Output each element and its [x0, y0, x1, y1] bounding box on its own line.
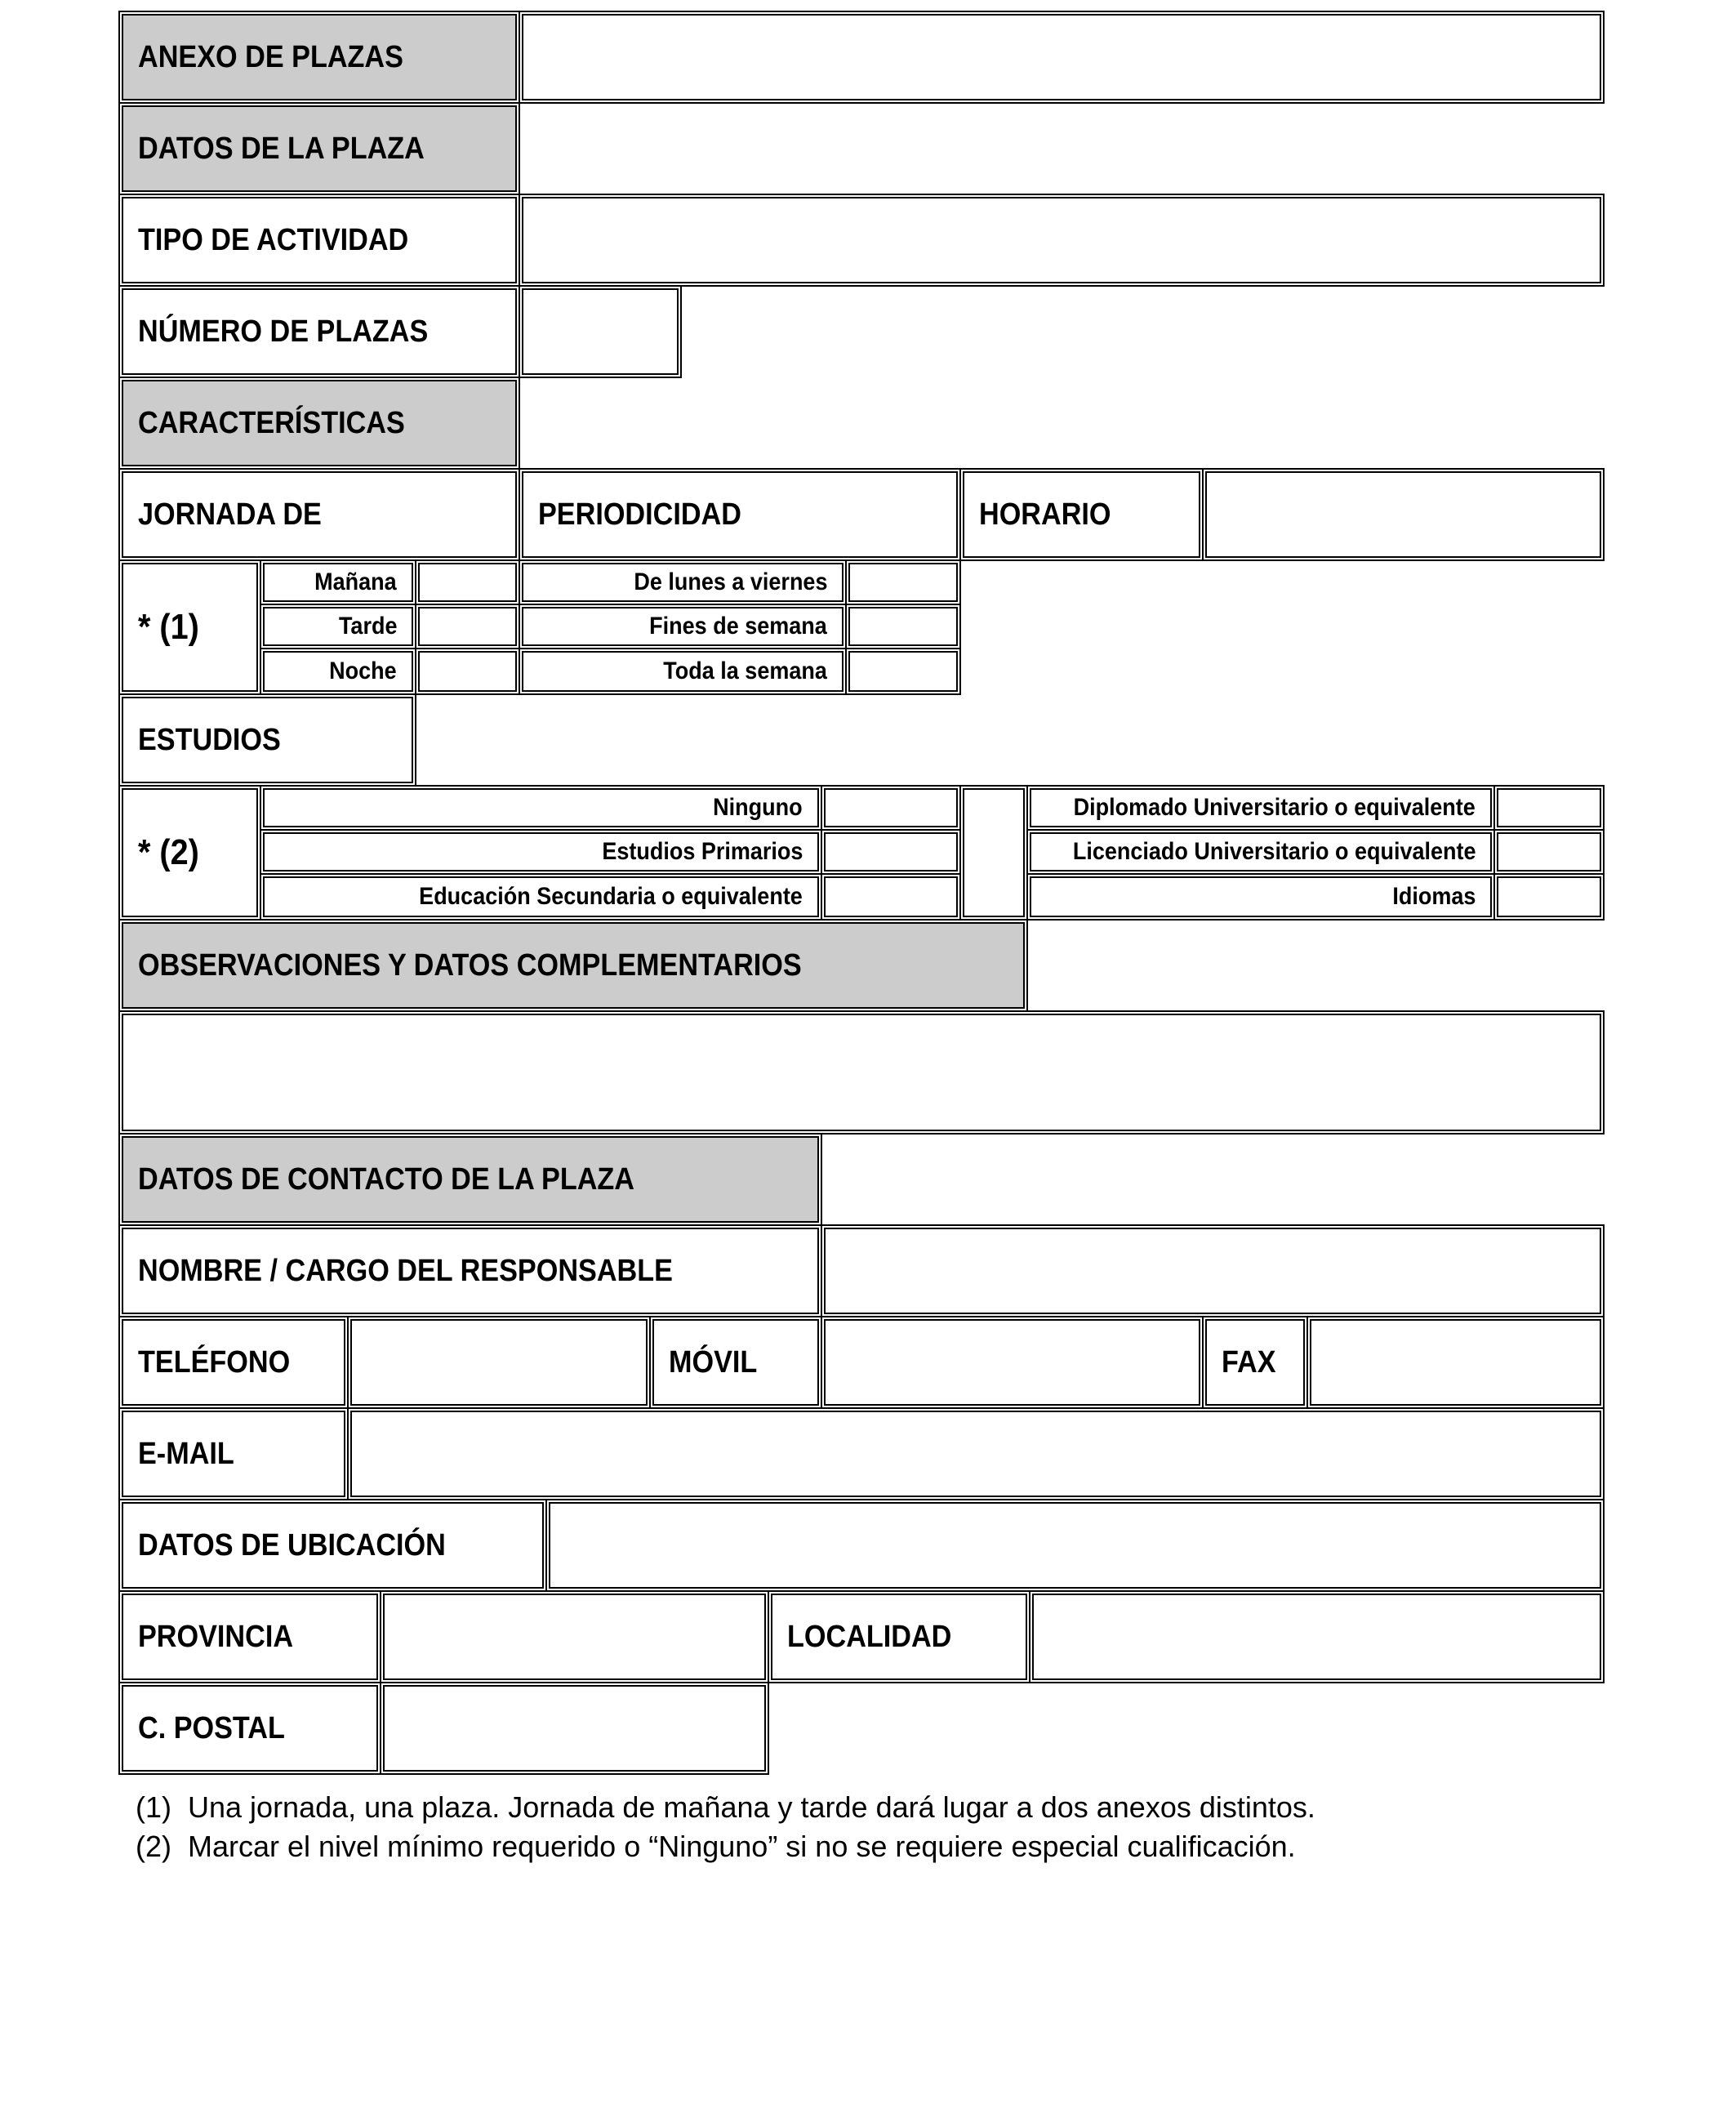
anexo-de-plazas-field[interactable] [519, 11, 1605, 104]
tipo-de-actividad-field[interactable] [519, 194, 1605, 287]
numero-de-plazas-field[interactable] [519, 285, 682, 378]
estudios-spacer [959, 785, 1028, 921]
footnote-1 [136, 1790, 1315, 1825]
c-postal-label: C. POSTAL [118, 1682, 381, 1775]
estudios-right-label: Diplomado Universitario o equivalente [1026, 785, 1495, 831]
jornada-manana-checkbox[interactable] [415, 559, 520, 605]
estudios-note-marker: * (2) [118, 785, 261, 921]
estudios-right-label: Licenciado Universitario o equivalente [1026, 829, 1495, 875]
provincia-field[interactable] [380, 1590, 769, 1683]
provincia-label: PROVINCIA [118, 1590, 381, 1683]
estudios-left-label: Estudios Primarios [260, 829, 822, 875]
estudios-right-label: Idiomas [1026, 873, 1495, 921]
telefono-label: TELÉFONO [118, 1316, 349, 1409]
estudios-diplomado-checkbox[interactable] [1493, 785, 1605, 831]
footnote-2-number: (2) [136, 1830, 171, 1863]
numero-de-plazas-label: NÚMERO DE PLAZAS [118, 285, 520, 378]
footnote-1-number: (1) [136, 1790, 171, 1824]
jornada-noche-checkbox[interactable] [415, 648, 520, 695]
periodicidad-option-label: Fines de semana [519, 604, 847, 649]
periodicidad-lunes-viernes-checkbox[interactable] [845, 559, 961, 605]
localidad-field[interactable] [1029, 1590, 1605, 1683]
periodicidad-fines-semana-checkbox[interactable] [845, 604, 961, 649]
footnote-2-text: Marcar el nivel mínimo requerido o “Ninguno” si no se requiere especial cualificación. [188, 1830, 1296, 1863]
caracteristicas-header: CARACTERÍSTICAS [118, 377, 520, 470]
localidad-label: LOCALIDAD [768, 1590, 1030, 1683]
periodicidad-label: PERIODICIDAD [519, 468, 961, 561]
estudios-label: ESTUDIOS [118, 693, 416, 787]
fax-label: FAX [1202, 1316, 1308, 1409]
tipo-de-actividad-label: TIPO DE ACTIVIDAD [118, 194, 520, 287]
email-label: E-MAIL [118, 1407, 349, 1500]
datos-ubicacion-field[interactable] [545, 1499, 1605, 1592]
horario-field[interactable] [1202, 468, 1605, 561]
observaciones-header: OBSERVACIONES Y DATOS COMPLEMENTARIOS [118, 919, 1028, 1012]
jornada-note-marker: * (1) [118, 559, 261, 695]
estudios-secundaria-checkbox[interactable] [821, 873, 961, 921]
observaciones-textarea[interactable] [118, 1010, 1605, 1135]
jornada-option-label: Mañana [260, 559, 416, 605]
footnote-1-text: Una jornada, una plaza. Jornada de mañana y tarde dará lugar a dos anexos distintos. [188, 1790, 1315, 1824]
jornada-tarde-checkbox[interactable] [415, 604, 520, 649]
email-field[interactable] [347, 1407, 1605, 1500]
horario-label: HORARIO [959, 468, 1204, 561]
jornada-option-label: Noche [260, 648, 416, 695]
datos-ubicacion-label: DATOS DE UBICACIÓN [118, 1499, 547, 1592]
estudios-licenciado-checkbox[interactable] [1493, 829, 1605, 875]
periodicidad-toda-semana-checkbox[interactable] [845, 648, 961, 695]
datos-contacto-header: DATOS DE CONTACTO DE LA PLAZA [118, 1133, 822, 1226]
c-postal-field[interactable] [380, 1682, 769, 1775]
movil-field[interactable] [821, 1316, 1204, 1409]
periodicidad-option-label: De lunes a viernes [519, 559, 847, 605]
jornada-de-label: JORNADA DE [118, 468, 520, 561]
estudios-idiomas-checkbox[interactable] [1493, 873, 1605, 921]
jornada-option-label: Tarde [260, 604, 416, 649]
periodicidad-option-label: Toda la semana [519, 648, 847, 695]
nombre-cargo-label: NOMBRE / CARGO DEL RESPONSABLE [118, 1224, 822, 1317]
telefono-field[interactable] [347, 1316, 651, 1409]
datos-de-la-plaza-header: DATOS DE LA PLAZA [118, 102, 520, 195]
estudios-option-label: Ninguno [260, 785, 822, 831]
movil-label: MÓVIL [649, 1316, 822, 1409]
nombre-cargo-field[interactable] [821, 1224, 1605, 1317]
anexo-de-plazas-label: ANEXO DE PLAZAS [118, 11, 520, 104]
estudios-left-label: Educación Secundaria o equivalente [260, 873, 822, 921]
footnote-2 [136, 1830, 1296, 1864]
estudios-ninguno-checkbox[interactable] [821, 785, 961, 831]
estudios-primarios-checkbox[interactable] [821, 829, 961, 875]
fax-field[interactable] [1306, 1316, 1605, 1409]
